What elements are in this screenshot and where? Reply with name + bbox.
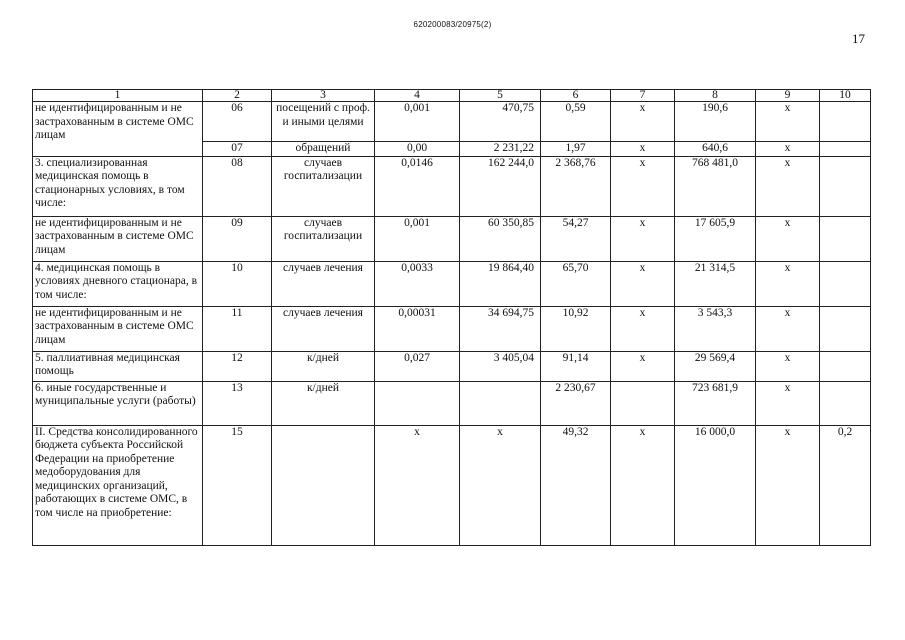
table-cell	[820, 216, 871, 261]
table-cell: х	[375, 425, 460, 545]
row-code: 07	[203, 142, 272, 157]
table-cell: 0,59	[541, 102, 611, 142]
table-cell: х	[756, 425, 820, 545]
table-cell: 190,6	[675, 102, 756, 142]
row-code: 08	[203, 156, 272, 216]
table-cell: х	[611, 156, 675, 216]
row-code: 15	[203, 425, 272, 545]
table-cell: 162 244,0	[460, 156, 541, 216]
row-code: 12	[203, 351, 272, 381]
unit-cell: случаев госпитализации	[272, 216, 375, 261]
row-label: 3. специализированная медицинская помощь в стационарных условиях, в том числе:	[33, 156, 203, 216]
table-cell: 17 605,9	[675, 216, 756, 261]
column-header: 6	[541, 90, 611, 102]
column-header: 2	[203, 90, 272, 102]
table-cell: 34 694,75	[460, 306, 541, 351]
unit-cell	[272, 425, 375, 545]
row-code: 10	[203, 261, 272, 306]
table-cell: 0,0033	[375, 261, 460, 306]
table-cell: х	[611, 261, 675, 306]
table-cell	[460, 381, 541, 425]
row-code: 06	[203, 102, 272, 142]
table-cell: 29 569,4	[675, 351, 756, 381]
table-cell: 49,32	[541, 425, 611, 545]
table-cell: 2 368,76	[541, 156, 611, 216]
table-cell: х	[611, 351, 675, 381]
column-header: 3	[272, 90, 375, 102]
table-cell: 3 543,3	[675, 306, 756, 351]
column-header: 7	[611, 90, 675, 102]
table-cell: 10,92	[541, 306, 611, 351]
column-header: 4	[375, 90, 460, 102]
column-header: 5	[460, 90, 541, 102]
table-cell: х	[756, 381, 820, 425]
column-header: 10	[820, 90, 871, 102]
unit-cell: к/дней	[272, 351, 375, 381]
table-cell: 54,27	[541, 216, 611, 261]
unit-cell: к/дней	[272, 381, 375, 425]
table-cell: 2 230,67	[541, 381, 611, 425]
column-header: 1	[33, 90, 203, 102]
unit-cell: случаев лечения	[272, 261, 375, 306]
data-table	[32, 89, 871, 546]
table-cell: 0,0146	[375, 156, 460, 216]
table-cell: 0,001	[375, 102, 460, 142]
table-cell: х	[611, 102, 675, 142]
table-cell	[820, 306, 871, 351]
row-label: не идентифицированным и не застрахованным в системе ОМС лицам	[33, 306, 203, 351]
table-cell	[820, 142, 871, 157]
table-cell: х	[756, 102, 820, 142]
page-number: 17	[852, 31, 865, 46]
column-header: 9	[756, 90, 820, 102]
row-code: 11	[203, 306, 272, 351]
table-cell: 60 350,85	[460, 216, 541, 261]
table-cell: 768 481,0	[675, 156, 756, 216]
table-cell: 0,00	[375, 142, 460, 157]
table-cell: 3 405,04	[460, 351, 541, 381]
table-cell	[375, 381, 460, 425]
table-row	[33, 425, 871, 545]
table-cell: х	[611, 306, 675, 351]
table-cell: 470,75	[460, 102, 541, 142]
document-id: 620200083/20975(2)	[413, 20, 492, 29]
table-cell: 16 000,0	[675, 425, 756, 545]
table-cell: х	[756, 351, 820, 381]
table-cell: х	[756, 306, 820, 351]
table-row	[33, 156, 871, 216]
table-row	[33, 102, 871, 142]
table-cell: 65,70	[541, 261, 611, 306]
table-cell: х	[756, 216, 820, 261]
table-cell	[820, 156, 871, 216]
table-cell: 91,14	[541, 351, 611, 381]
unit-cell: посещений с проф. и иными целями	[272, 102, 375, 142]
row-label: II. Средства консолидированного бюджета субъекта Российской Федерации на приобретение медоборудования для медицинских организаций, работающих в системе ОМС, в том числе на приобретение:	[33, 425, 203, 545]
table-row	[33, 351, 871, 381]
table-cell: х	[611, 216, 675, 261]
table-cell: х	[756, 142, 820, 157]
row-label: 5. паллиативная медицинская помощь	[33, 351, 203, 381]
table-cell: х	[611, 425, 675, 545]
table-cell: 0,027	[375, 351, 460, 381]
table-cell: 640,6	[675, 142, 756, 157]
table-cell	[820, 381, 871, 425]
table-cell: 0,2	[820, 425, 871, 545]
table-cell: 1,97	[541, 142, 611, 157]
table-row	[33, 381, 871, 425]
table-cell: х	[460, 425, 541, 545]
table-cell: 0,00031	[375, 306, 460, 351]
table-row	[33, 306, 871, 351]
unit-cell: случаев госпитализации	[272, 156, 375, 216]
table-cell	[820, 261, 871, 306]
table-cell: 723 681,9	[675, 381, 756, 425]
unit-cell: обращений	[272, 142, 375, 157]
table-cell: 19 864,40	[460, 261, 541, 306]
row-code: 13	[203, 381, 272, 425]
row-code: 09	[203, 216, 272, 261]
row-label: 6. иные государственные и муниципальные услуги (работы)	[33, 381, 203, 425]
unit-cell: случаев лечения	[272, 306, 375, 351]
table-cell: х	[756, 261, 820, 306]
header-row	[33, 90, 871, 102]
table-row	[33, 261, 871, 306]
row-label: 4. медицинская помощь в условиях дневного стационара, в том числе:	[33, 261, 203, 306]
table-cell: 21 314,5	[675, 261, 756, 306]
table-cell: 0,001	[375, 216, 460, 261]
table-cell	[611, 381, 675, 425]
table-row	[33, 216, 871, 261]
table-cell	[820, 351, 871, 381]
row-label: не идентифицированным и не застрахованным в системе ОМС лицам	[33, 102, 203, 157]
column-header: 8	[675, 90, 756, 102]
table-cell	[820, 102, 871, 142]
table-cell: х	[611, 142, 675, 157]
table-cell: 2 231,22	[460, 142, 541, 157]
table-cell: х	[756, 156, 820, 216]
row-label: не идентифицированным и не застрахованным в системе ОМС лицам	[33, 216, 203, 261]
